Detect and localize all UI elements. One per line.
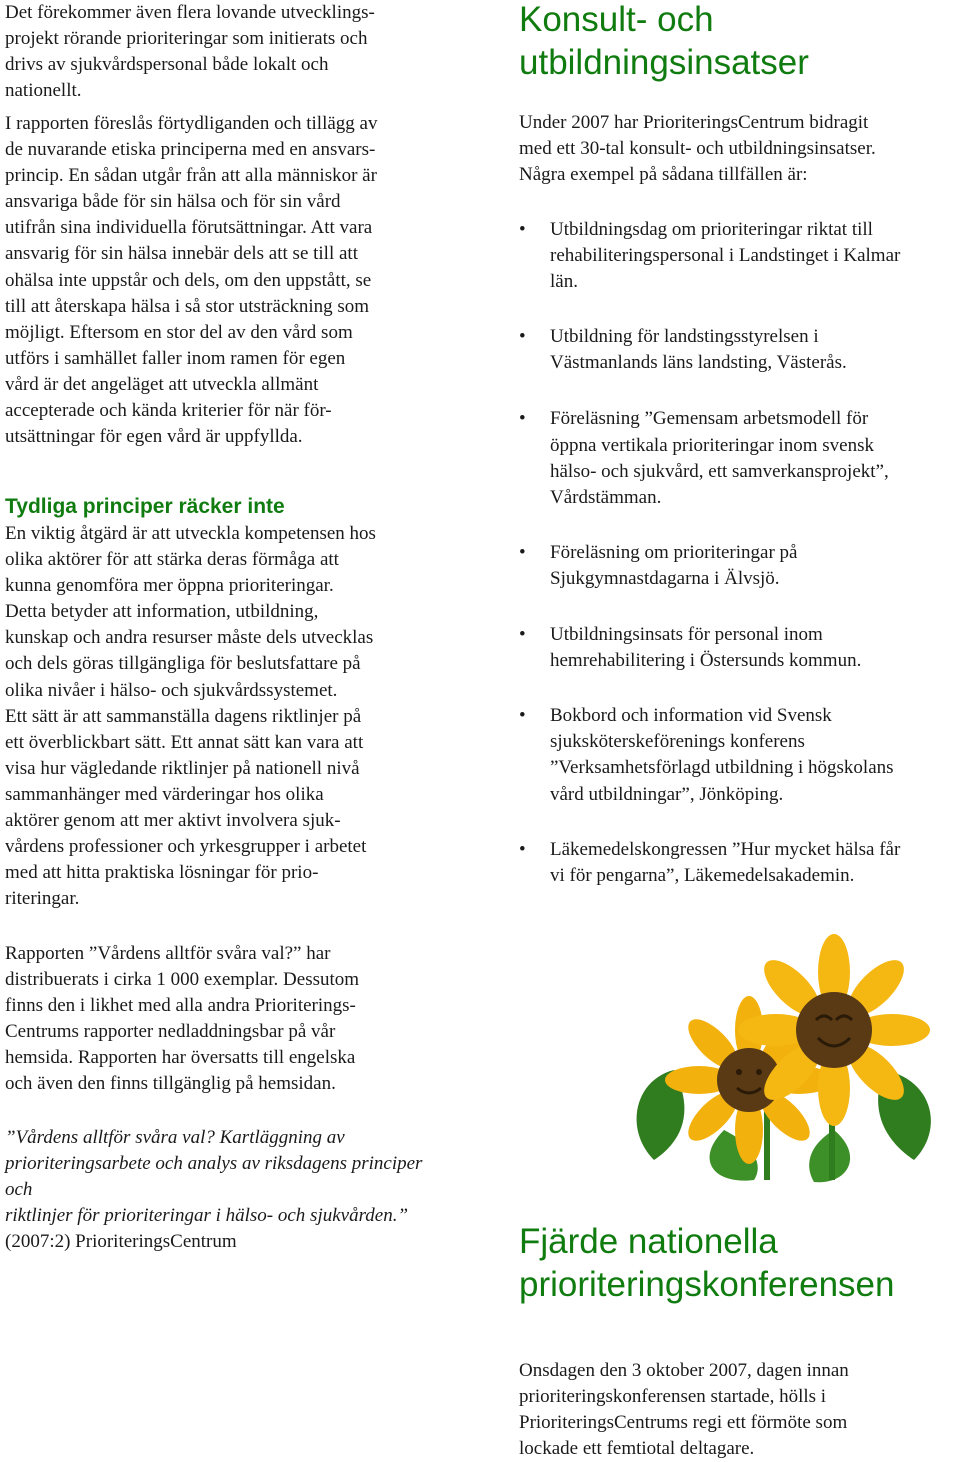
text-line: olika nivåer i hälso- och sjukvårdssystemet. <box>5 679 338 701</box>
text-line: Föreläsning ”Gemensam arbetsmodell för <box>550 408 869 430</box>
text-line: olika aktörer för att stärka deras förmåga att <box>5 549 339 571</box>
text-line: ”Verksamhetsförlagd utbildning i högskolans <box>550 757 894 779</box>
sunflower-illustration <box>614 930 948 1190</box>
event-list-item <box>519 703 960 807</box>
event-list-item <box>519 406 960 510</box>
text-line: sjuksköterskeförenings konferens <box>550 731 805 753</box>
text-line: hemsida. Rapporten har översatts till engelska <box>5 1047 356 1069</box>
text-line: sammanhänger med värderingar hos olika <box>5 783 324 805</box>
text-line: Centrums rapporter nedladdningsbar på vår <box>5 1021 336 1043</box>
text-line: Bokbord och information vid Svensk <box>550 705 832 727</box>
text-line: visa hur vägledande riktlinjer på nationell nivå <box>5 757 360 779</box>
text-line: I rapporten föreslås förtydliganden och tillägg av <box>5 113 378 134</box>
text-line: vård utbildningar”, Jönköping. <box>550 783 784 805</box>
text-line: aktörer genom att mer aktivt involvera sjuk- <box>5 810 341 832</box>
text-line: nationellt. <box>5 80 82 102</box>
text-line: Föreläsning om prioriteringar på <box>550 541 798 563</box>
event-list-item <box>519 217 960 295</box>
text-line: län. <box>550 271 578 293</box>
event-list-item <box>519 324 960 376</box>
event-list <box>519 217 960 889</box>
text-line: princip. En sådan utgår från att alla människor är <box>5 165 377 187</box>
citation-line: riktlinjer för prioriteringar i hälso- och sjukvården.” <box>5 1205 409 1227</box>
event-list-item <box>519 540 960 592</box>
competence-paragraph <box>5 521 445 912</box>
text-line: kunskap och andra resurser måste dels utvecklas <box>5 627 374 649</box>
consult-heading <box>519 0 809 84</box>
text-line: finns den i likhet med alla andra Prioriterings- <box>5 995 356 1017</box>
text-line: Utbildningsdag om prioriteringar riktat till <box>550 219 873 240</box>
conference-heading <box>519 1220 894 1306</box>
citation-source: (2007:2) PrioriteringsCentrum <box>5 1231 237 1253</box>
text-line: ohälsa inte uppstår och dels, om den uppstått, se <box>5 269 372 291</box>
text-line: En viktig åtgärd är att utveckla kompetensen hos <box>5 523 376 544</box>
report-citation <box>5 1125 445 1255</box>
text-line: distribuerats i cirka 1 000 exemplar. Dessutom <box>5 969 360 991</box>
text-line: Västmanlands läns landsting, Västerås. <box>550 352 847 374</box>
text-line: hemrehabilitering i Östersunds kommun. <box>550 650 862 672</box>
text-line: möjligt. Eftersom en stor del av den vård som <box>5 321 353 343</box>
text-line: projekt rörande prioriteringar som initierats och <box>5 28 368 50</box>
text-line: Läkemedelskongressen ”Hur mycket hälsa får <box>550 838 901 860</box>
text-line: ansvariga både för sin hälsa och för sin vård <box>5 191 341 213</box>
text-line: utförs i samhället faller inom ramen för egen <box>5 347 346 369</box>
heading-line: Fjärde nationella <box>519 1222 778 1261</box>
text-line: Detta betyder att information, utbildning, <box>5 601 319 623</box>
text-line: utsättningar för egen vård är uppfyllda. <box>5 426 303 448</box>
text-line: accepterade och kända kriterier för när för- <box>5 400 332 422</box>
text-line: rehabiliteringspersonal i Landstinget i Kalmar <box>550 245 901 267</box>
citation-line: ”Vårdens alltför svåra val? Kartläggning av <box>5 1127 345 1148</box>
text-line: kunna genomföra mer öppna prioriteringar. <box>5 575 334 597</box>
text-line: Det förekommer även flera lovande utvecklings- <box>5 2 375 23</box>
text-line: med att hitta praktiska lösningar för prio- <box>5 862 319 884</box>
text-line: vårdens professioner och yrkesgrupper i arbetet <box>5 836 367 858</box>
text-line: hälso- och sjukvård, ett samverkansprojekt”, <box>550 460 889 482</box>
consult-intro <box>519 110 960 188</box>
text-line: vi för pengarna”, Läkemedelsakademin. <box>550 864 855 886</box>
intro-paragraph <box>5 0 445 104</box>
citation-line: prioriteringsarbete och analys av riksdagens principer och <box>5 1153 423 1201</box>
text-line: PrioriteringsCentrums regi ett förmöte som <box>519 1412 848 1434</box>
text-line: Under 2007 har PrioriteringsCentrum bidragit <box>519 112 869 133</box>
text-line: öppna vertikala prioriteringar inom svensk <box>550 434 874 456</box>
text-line: prioriteringskonferensen startade, hölls i <box>519 1386 827 1408</box>
text-line: ansvarig för sin hälsa innebär dels att se till att <box>5 243 358 265</box>
section-heading: Tydliga principer räcker inte <box>5 495 285 518</box>
event-list-item <box>519 837 960 889</box>
text-line: med ett 30-tal konsult- och utbildningsinsatser. <box>519 138 876 160</box>
responsibility-paragraph <box>5 111 445 450</box>
text-line: Några exempel på sådana tillfällen är: <box>519 164 808 186</box>
heading-line: Konsult- och <box>519 0 714 39</box>
text-line: Utbildning för landstingsstyrelsen i <box>550 326 819 348</box>
text-line: Ett sätt är att sammanställa dagens riktlinjer på <box>5 705 362 727</box>
text-line: utifrån sina individuella förutsättningar. Att vara <box>5 217 373 239</box>
text-line: till att återskapa hälsa i så stor utsträckning som <box>5 295 370 317</box>
distribution-paragraph <box>5 941 445 1098</box>
text-line: de nuvarande etiska principerna med en ansvars- <box>5 139 376 161</box>
text-line: och även den finns tillgänglig på hemsidan. <box>5 1073 336 1095</box>
text-line: riteringar. <box>5 888 80 910</box>
text-line: Sjukgymnastdagarna i Älvsjö. <box>550 567 780 589</box>
event-list-item <box>519 622 960 674</box>
text-line: ett överblickbart sätt. Ett annat sätt kan vara att <box>5 731 364 753</box>
heading-line: prioriteringskonferensen <box>519 1265 895 1304</box>
text-line: Vårdstämman. <box>550 486 662 508</box>
conference-paragraph <box>519 1358 960 1462</box>
text-line: drivs av sjukvårdspersonal både lokalt och <box>5 54 329 76</box>
text-line: vård är det angeläget att utveckla allmänt <box>5 373 319 395</box>
text-line: Rapporten ”Vårdens alltför svåra val?” har <box>5 943 331 964</box>
text-line: lockade ett femtiotal deltagare. <box>519 1438 755 1460</box>
text-line: och dels göras tillgängliga för beslutsfattare på <box>5 653 361 675</box>
text-line: Utbildningsinsats för personal inom <box>550 624 823 646</box>
text-line: Onsdagen den 3 oktober 2007, dagen innan <box>519 1360 849 1381</box>
heading-line: utbildningsinsatser <box>519 43 809 82</box>
